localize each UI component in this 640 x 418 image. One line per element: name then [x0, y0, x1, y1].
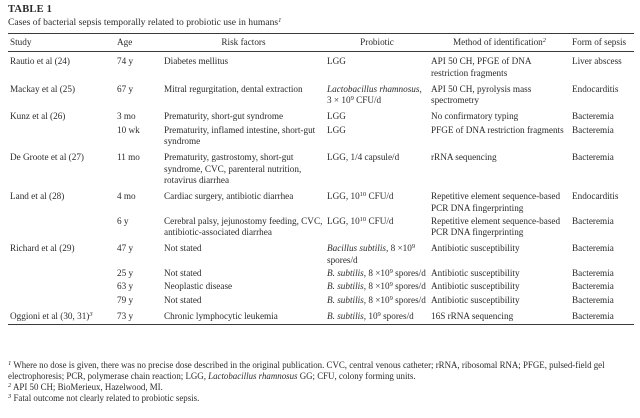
probiotic-dose-exp: 9	[350, 95, 354, 103]
probiotic-dose: 8 ×10	[368, 294, 390, 305]
cell-study	[8, 239, 115, 267]
probiotic-dose-exp: 9	[389, 268, 393, 276]
cell-form: Bacteremia	[570, 307, 634, 325]
probiotic-species: Bacillus subtilis,	[327, 243, 389, 254]
header-form: Form of sepsis	[570, 36, 634, 52]
cell-form: Endocarditis	[572, 83, 619, 94]
cell-probiotic	[325, 280, 429, 293]
probiotic-text: LGG	[327, 111, 346, 122]
header-study: Study	[8, 36, 115, 52]
probiotic-dose-exp: 9	[411, 243, 416, 251]
cell-method: Repetitive element sequence-based PCR DNA fingerprinting	[431, 191, 561, 213]
table-caption	[8, 17, 281, 28]
probiotic-dose: 3 × 10	[327, 95, 351, 106]
cell-method: Antibiotic susceptibility	[431, 268, 520, 279]
cell-study	[8, 124, 115, 149]
probiotic-dose-unit: spores/d	[327, 254, 358, 265]
cell-age: 73 y	[115, 307, 162, 325]
probiotic-dose-unit: spores/d	[380, 310, 414, 321]
cell-study	[8, 215, 115, 240]
footnote-text: API 50 CH; BioMerieux, Hazelwood, MI.	[12, 382, 163, 392]
table-row	[8, 187, 634, 215]
table-row	[8, 52, 634, 80]
probiotic-dose-exp: 9	[389, 281, 393, 289]
probiotic-species: B. subtilis,	[327, 294, 367, 305]
table-row	[8, 215, 634, 240]
cell-method: Repetitive element sequence-based PCR DNA fingerprinting	[431, 215, 561, 238]
table-row	[8, 124, 634, 149]
cell-risk-factors: Not stated	[164, 294, 202, 305]
probiotic-exp: 10	[359, 191, 367, 199]
cell-risk-factors: Prematurity, short-gut syndrome	[164, 111, 284, 122]
cell-risk-factors: Not stated	[164, 268, 202, 279]
table-row	[8, 239, 634, 267]
cell-method: API 50 CH, pyrolysis mass spectrometry	[431, 83, 532, 106]
cell-probiotic	[325, 187, 429, 215]
cell-method: Antibiotic susceptibility	[431, 243, 520, 254]
cell-study	[8, 307, 115, 325]
probiotic-species: B. subtilis,	[327, 268, 367, 279]
cell-probiotic	[325, 307, 429, 325]
probiotic-species: Lactobacillus rhamnosus,	[327, 83, 422, 94]
probiotic-dose: 8 ×10	[368, 268, 390, 279]
cell-age: 63 y	[117, 281, 134, 292]
footnote	[8, 382, 634, 393]
header-probiotic: Probiotic	[325, 36, 429, 52]
cell-age: 47 y	[117, 243, 134, 254]
footnote-text: Fatal outcome not clearly related to probiotic sepsis.	[13, 393, 200, 403]
cell-age: 10 wk	[117, 124, 140, 135]
cell-age: 25 y	[117, 268, 134, 279]
probiotic-dose-exp: 9	[377, 310, 381, 318]
caption-note-mark: 1	[278, 17, 282, 24]
probiotic-unit: CFU/d	[366, 191, 394, 202]
cell-method: No confirmatory typing	[431, 111, 519, 122]
cell-study	[8, 294, 115, 307]
table-row	[8, 307, 634, 325]
probiotic-dose: 8 ×10	[368, 281, 390, 292]
cell-method: API 50 CH, PFGE of DNA restriction fragments	[431, 56, 532, 78]
cell-method: PFGE of DNA restriction fragments	[431, 124, 564, 135]
cell-risk-factors: Neoplastic disease	[164, 281, 233, 292]
probiotic-dose-exp: 9	[389, 294, 393, 302]
table-row	[8, 267, 634, 280]
cell-study	[8, 52, 115, 80]
top-rule	[8, 33, 634, 34]
cell-age: 4 mo	[117, 191, 136, 202]
cell-age: 3 mo	[117, 111, 136, 122]
cell-study	[8, 267, 115, 280]
footnote	[8, 360, 634, 382]
probiotic-text: LGG, 1/4 capsule/d	[327, 152, 400, 163]
table-row	[8, 80, 634, 108]
cell-age: 6 y	[117, 215, 129, 226]
cell-age: 79 y	[117, 294, 134, 305]
header-row	[8, 36, 634, 52]
footnotes	[8, 360, 634, 404]
cell-form: Bacteremia	[572, 243, 614, 254]
probiotic-species: B. subtilis,	[327, 281, 367, 292]
study-text: Mackay et al (25)	[10, 83, 76, 94]
cell-form: Bacteremia	[572, 124, 614, 135]
cell-probiotic	[325, 52, 429, 80]
cell-risk-factors: Cerebral palsy, jejunostomy feeding, CVC, antibiotic-associated diarrhea	[164, 215, 323, 238]
cell-form: Bacteremia	[572, 294, 614, 305]
study-text: Oggioni et al (30, 31)	[10, 310, 90, 321]
probiotic-exp: 10	[359, 215, 367, 223]
cell-risk-factors: Cardiac surgery, antibiotic diarrhea	[164, 191, 294, 202]
cell-method: rRNA sequencing	[431, 152, 497, 163]
cell-form: Liver abscess	[572, 56, 622, 67]
footnote-mark: 1	[8, 360, 12, 367]
header-method-note-mark: 2	[542, 37, 547, 44]
table-row	[8, 294, 634, 307]
cell-probiotic	[325, 80, 429, 108]
footnote	[8, 393, 634, 404]
cell-age: 67 y	[117, 83, 134, 94]
cell-age: 74 y	[117, 56, 134, 67]
cell-risk-factors: Prematurity, gastrostomy, short-gut syndrome, CVC, parenteral nutrition, rotavirus diarrhea	[164, 152, 302, 185]
cell-risk-factors: Prematurity, inflamed intestine, short-gut syndrome	[164, 124, 316, 147]
study-note-mark: 3	[89, 310, 93, 318]
probiotic-dose: 8 ×10	[390, 243, 412, 254]
footnote-text-after: GG; CFU, colony forming units.	[297, 371, 416, 381]
cell-study	[8, 280, 115, 293]
cell-age: 11 mo	[117, 152, 140, 163]
study-text: Land et al (28)	[10, 191, 65, 202]
table-label: TABLE 1	[8, 4, 53, 15]
footnote-mark: 3	[8, 393, 12, 400]
header-method-text: Method of identification	[452, 37, 543, 47]
footnote-italic: Lactobacillus rhamnosus	[208, 371, 298, 381]
header-method	[429, 36, 570, 52]
cell-probiotic	[325, 294, 429, 307]
cell-probiotic	[325, 124, 429, 149]
cell-form: Endocarditis	[572, 191, 619, 202]
cell-form: Bacteremia	[572, 152, 614, 163]
cell-form: Bacteremia	[572, 281, 614, 292]
probiotic-dose-unit: spores/d	[392, 294, 426, 305]
study-text: Richard et al (29)	[10, 243, 75, 254]
cell-risk-factors: Diabetes mellitus	[164, 56, 229, 67]
header-risk-factors: Risk factors	[162, 36, 325, 52]
caption-text: Cases of bacterial sepsis temporally related to probiotic use in humans	[8, 17, 279, 28]
cell-risk-factors: Not stated	[164, 243, 202, 254]
probiotic-text: LGG, 10	[327, 215, 360, 226]
probiotic-unit: CFU/d	[366, 215, 394, 226]
cell-form: Bacteremia	[572, 111, 614, 122]
cell-method: Antibiotic susceptibility	[431, 281, 520, 292]
cell-study	[8, 187, 115, 215]
table-body	[8, 52, 634, 325]
cell-form: Bacteremia	[572, 215, 614, 226]
table-row	[8, 148, 634, 187]
probiotic-text: LGG	[327, 56, 346, 67]
cell-study	[8, 80, 115, 108]
cell-probiotic	[325, 107, 429, 123]
probiotic-dose-unit: spores/d	[392, 268, 426, 279]
sepsis-cases-table	[8, 36, 634, 325]
header-age: Age	[115, 36, 162, 52]
cell-risk-factors: Chronic lymphocytic leukemia	[162, 307, 325, 325]
probiotic-text: LGG	[327, 124, 346, 135]
probiotic-text: LGG, 10	[327, 191, 360, 202]
cell-probiotic	[325, 215, 429, 240]
study-text: De Groote et al (27)	[10, 152, 84, 163]
table-row	[8, 107, 634, 123]
study-text: Kunz et al (26)	[10, 111, 66, 122]
footnote-text: Where no dose is given, there was no precise dose described in the original publication. CVC, central venous catheter; rRNA, ribosomal RNA; PFGE, pulsed-field gel electrophoresis; PCR, polymerase chain reaction; LGG,	[8, 360, 605, 381]
cell-method: 16S rRNA sequencing	[429, 307, 570, 325]
cell-risk-factors: Mitral regurgitation, dental extraction	[164, 83, 303, 94]
study-text: Rautio et al (24)	[10, 56, 70, 67]
probiotic-species: B. subtilis,	[327, 310, 367, 321]
footnote-mark: 2	[8, 382, 12, 389]
cell-probiotic	[325, 148, 429, 187]
cell-form: Bacteremia	[572, 268, 614, 279]
probiotic-dose-unit: spores/d	[392, 281, 426, 292]
cell-method: Antibiotic susceptibility	[431, 294, 520, 305]
cell-probiotic	[325, 267, 429, 280]
cell-study	[8, 107, 115, 123]
cell-study	[8, 148, 115, 187]
cell-probiotic	[325, 239, 429, 267]
probiotic-dose: 10	[368, 310, 378, 321]
probiotic-dose-unit: CFU/d	[353, 95, 382, 106]
table-row	[8, 280, 634, 293]
